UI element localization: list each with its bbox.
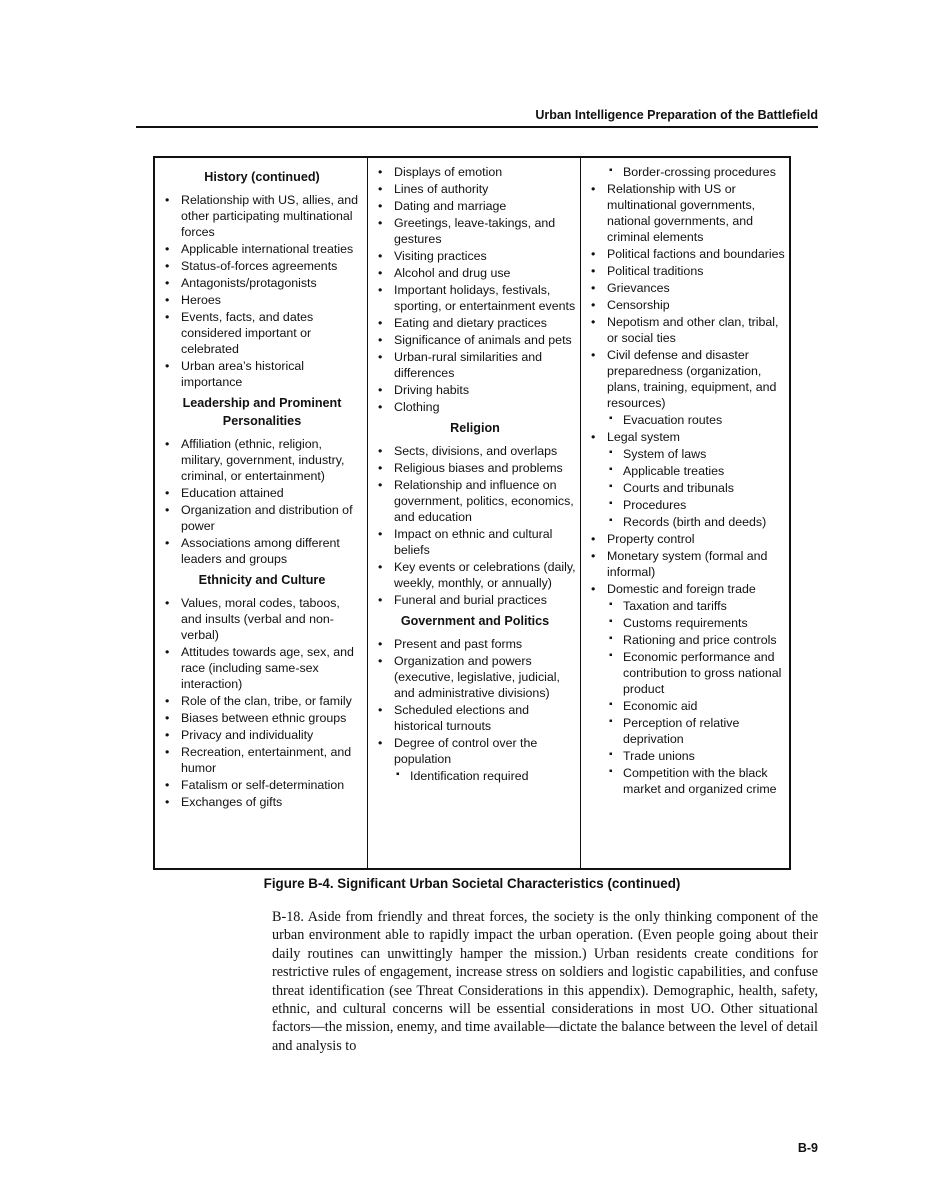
sub-list-item: ▪ System of laws — [587, 446, 785, 462]
list-item: • Fatalism or self-determination — [161, 777, 363, 793]
list-item: • Funeral and burial practices — [374, 592, 576, 608]
leadership-list — [161, 436, 363, 567]
body-paragraph: B-18. Aside from friendly and threat forces, the society is the only thinking component of the urban environment able to rapidly impact the urban operation. (Even people going about their daily routines can unwittingly hamper the mission.) Urban residents create conditions for restrictive rules of engagement, increase stress on soldiers and logistic capabilities, and confuse threat identification (see Threat Considerations in this appendix). Demographic, health, safety, ethnic, and cultural concerns will be essential considerations in most UO. Other situational factors—the mission, enemy, and time available—dictate the balance between the level of detail and analysis to — [272, 909, 818, 1054]
sub-list-item: ▪ Rationing and price controls — [587, 632, 785, 648]
list-item: • Exchanges of gifts — [161, 794, 363, 810]
list-item: • Displays of emotion — [374, 164, 576, 180]
religion-list — [374, 443, 576, 608]
list-item: • Impact on ethnic and cultural beliefs — [374, 526, 576, 558]
sub-list-item: ▪ Records (birth and deeds) — [587, 514, 785, 530]
list-item: • Visiting practices — [374, 248, 576, 264]
list-item: • Domestic and foreign trade — [587, 581, 785, 597]
list-item: • Clothing — [374, 399, 576, 415]
figure-column-3 — [581, 158, 789, 868]
section-title-government: Government and Politics — [400, 614, 550, 628]
sub-list-item: ▪ Perception of relative deprivation — [587, 715, 785, 747]
list-item: • Monetary system (formal and informal) — [587, 548, 785, 580]
list-item: • Applicable international treaties — [161, 241, 363, 257]
list-item: • Political traditions — [587, 263, 785, 279]
section-title-religion: Religion — [450, 421, 500, 435]
list-item: • Education attained — [161, 485, 363, 501]
list-item: • Role of the clan, tribe, or family — [161, 693, 363, 709]
list-item: • Scheduled elections and historical turnouts — [374, 702, 576, 734]
list-item: • Religious biases and problems — [374, 460, 576, 476]
sub-list-item: ▪ Customs requirements — [587, 615, 785, 631]
list-item: • Greetings, leave-takings, and gestures — [374, 215, 576, 247]
section-title-ethnicity: Ethnicity and Culture — [198, 573, 326, 587]
politics-list — [587, 164, 785, 797]
list-item: • Organization and powers (executive, legislative, judicial, and administrative divisions) — [374, 653, 576, 701]
ethnicity-list — [161, 595, 363, 810]
list-item: • Relationship with US, allies, and other participating multinational forces — [161, 192, 363, 240]
list-item: • Urban-rural similarities and differences — [374, 349, 576, 381]
list-item: • Key events or celebrations (daily, weekly, monthly, or annually) — [374, 559, 576, 591]
list-item: • Organization and distribution of power — [161, 502, 363, 534]
list-item: • Legal system — [587, 429, 785, 445]
list-item: • Affiliation (ethnic, religion, military, government, industry, criminal, or entertainment) — [161, 436, 363, 484]
sub-list-item: ▪ Border-crossing procedures — [587, 164, 785, 180]
list-item: • Lines of authority — [374, 181, 576, 197]
list-item: • Censorship — [587, 297, 785, 313]
list-item: • Important holidays, festivals, sporting, or entertainment events — [374, 282, 576, 314]
list-item: • Political factions and boundaries — [587, 246, 785, 262]
list-item: • Heroes — [161, 292, 363, 308]
section-title-history: History (continued) — [204, 170, 320, 184]
list-item: • Events, facts, and dates considered important or celebrated — [161, 309, 363, 357]
government-list — [374, 636, 576, 784]
sub-list-item: ▪ Taxation and tariffs — [587, 598, 785, 614]
list-item: • Status-of-forces agreements — [161, 258, 363, 274]
list-item: • Relationship and influence on government, politics, economics, and education — [374, 477, 576, 525]
list-item: • Sects, divisions, and overlaps — [374, 443, 576, 459]
list-item: • Biases between ethnic groups — [161, 710, 363, 726]
page-number: B-9 — [797, 1141, 818, 1155]
list-item: • Driving habits — [374, 382, 576, 398]
list-item: • Attitudes towards age, sex, and race (including same-sex interaction) — [161, 644, 363, 692]
sub-list-item: ▪ Competition with the black market and organized crime — [587, 765, 785, 797]
list-item: • Significance of animals and pets — [374, 332, 576, 348]
list-item: • Alcohol and drug use — [374, 265, 576, 281]
running-header-title: Urban Intelligence Preparation of the Battlefield — [531, 108, 818, 122]
culture-list — [374, 164, 576, 415]
figure-table — [153, 156, 791, 870]
list-item: • Values, moral codes, taboos, and insults (verbal and non-verbal) — [161, 595, 363, 643]
sub-list-item: ▪ Economic aid — [587, 698, 785, 714]
list-item: • Relationship with US or multinational governments, national governments, and criminal elements — [587, 181, 785, 245]
figure-caption: Figure B-4. Significant Urban Societal Characteristics (continued) — [263, 876, 681, 891]
list-item: • Urban area’s historical importance — [161, 358, 363, 390]
list-item: • Associations among different leaders and groups — [161, 535, 363, 567]
sub-list-item: ▪ Courts and tribunals — [587, 480, 785, 496]
list-item: • Present and past forms — [374, 636, 576, 652]
sub-list-item: ▪ Economic performance and contribution to gross national product — [587, 649, 785, 697]
running-header — [136, 108, 818, 128]
sub-list-item: ▪ Identification required — [374, 768, 576, 784]
sub-list-item: ▪ Trade unions — [587, 748, 785, 764]
sub-list-item: ▪ Procedures — [587, 497, 785, 513]
list-item: • Degree of control over the population — [374, 735, 576, 767]
section-title-leadership: Leadership and Prominent Personalities — [182, 396, 342, 428]
list-item: • Eating and dietary practices — [374, 315, 576, 331]
sub-list-item: ▪ Evacuation routes — [587, 412, 785, 428]
sub-list-item: ▪ Applicable treaties — [587, 463, 785, 479]
figure-column-2 — [368, 158, 581, 868]
list-item: • Recreation, entertainment, and humor — [161, 744, 363, 776]
list-item: • Civil defense and disaster preparedness (organization, plans, training, equipment, and resources) — [587, 347, 785, 411]
list-item: • Privacy and individuality — [161, 727, 363, 743]
figure-column-1 — [155, 158, 368, 868]
list-item: • Grievances — [587, 280, 785, 296]
history-list — [161, 192, 363, 390]
list-item: • Dating and marriage — [374, 198, 576, 214]
list-item: • Antagonists/protagonists — [161, 275, 363, 291]
list-item: • Property control — [587, 531, 785, 547]
list-item: • Nepotism and other clan, tribal, or social ties — [587, 314, 785, 346]
